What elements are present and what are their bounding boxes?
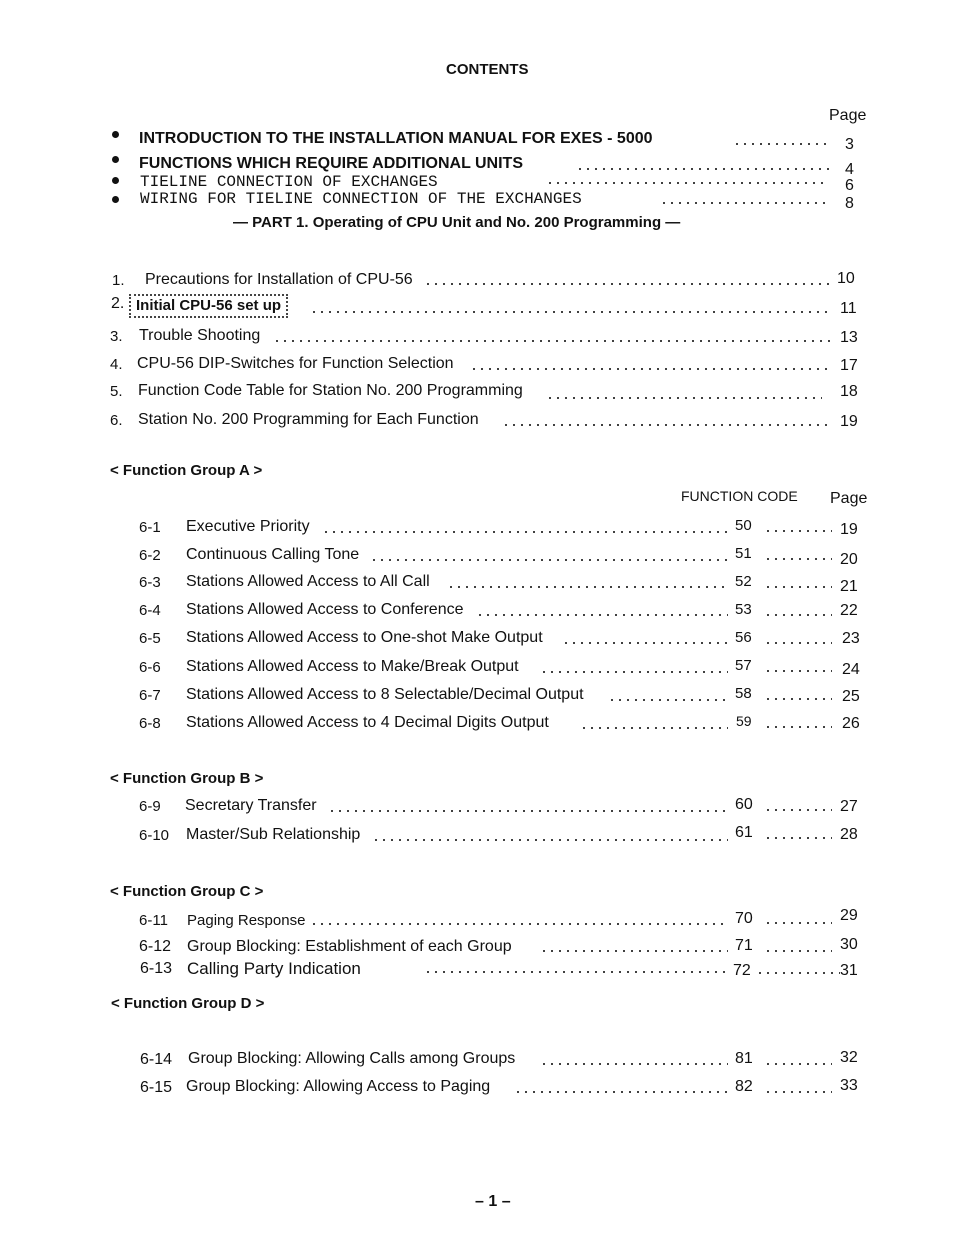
intro-page: 6 [845, 177, 854, 194]
function-number: 6-8 [139, 715, 161, 732]
function-number: 6-11 [139, 912, 168, 929]
function-page: 31 [840, 962, 858, 979]
intro-title: WIRING FOR TIELINE CONNECTION OF THE EXCHANGES [140, 190, 582, 208]
dot-leader [424, 283, 830, 285]
section-page: 11 [840, 300, 857, 317]
dot-leader [764, 1063, 832, 1065]
function-title: Stations Allowed Access to 8 Selectable/Decimal Output [186, 686, 584, 703]
function-number: 6-9 [139, 798, 161, 815]
dot-leader [540, 671, 728, 673]
function-title: Group Blocking: Establishment of each Group [187, 938, 512, 955]
dot-leader [764, 614, 832, 616]
section-page: 19 [840, 413, 858, 430]
section-title-highlighted: Initial CPU-56 set up [129, 294, 288, 318]
dot-leader [576, 168, 829, 170]
function-title: Group Blocking: Allowing Calls among Groups [188, 1050, 516, 1067]
function-title: Secretary Transfer [185, 797, 317, 814]
dot-leader [447, 586, 728, 588]
dot-leader [540, 950, 728, 952]
dot-leader [470, 368, 830, 370]
function-code: 61 [735, 824, 753, 841]
function-code: 82 [735, 1078, 753, 1095]
dot-leader [540, 1063, 728, 1065]
function-title: Master/Sub Relationship [186, 826, 361, 843]
function-code-header: FUNCTION CODE [681, 488, 798, 504]
function-title: Executive Priority [186, 518, 310, 535]
function-code: 53 [735, 601, 752, 618]
function-page: 21 [840, 578, 858, 595]
function-number: 6-4 [139, 602, 161, 619]
dot-leader [322, 531, 728, 533]
section-number: 5. [110, 383, 123, 400]
page-column-header: Page [829, 107, 867, 124]
section-title: Function Code Table for Station No. 200 Programming [138, 382, 523, 399]
dot-leader [580, 727, 728, 729]
function-page: 23 [842, 630, 860, 647]
bullet-icon [112, 131, 119, 138]
page-title: CONTENTS [446, 61, 529, 78]
dot-leader [764, 530, 832, 532]
function-title: Stations Allowed Access to One-shot Make Output [186, 629, 543, 646]
section-page: 18 [840, 383, 858, 400]
dot-leader [273, 340, 830, 342]
intro-title: FUNCTIONS WHICH REQUIRE ADDITIONAL UNITS [139, 155, 523, 172]
function-number: 6-3 [139, 574, 161, 591]
function-number: 6-13 [140, 960, 173, 977]
group-heading-b: < Function Group B > [110, 770, 264, 787]
dot-leader [562, 642, 728, 644]
section-page: 10 [837, 270, 855, 287]
section-page: 17 [840, 357, 858, 374]
function-number: 6-15 [140, 1079, 173, 1096]
dot-leader [514, 1091, 728, 1093]
function-page: 19 [840, 521, 858, 538]
dot-leader [764, 950, 832, 952]
dot-leader [764, 1091, 832, 1093]
function-number: 6-7 [139, 687, 161, 704]
dot-leader [424, 971, 728, 973]
function-title: Stations Allowed Access to 4 Decimal Digits Output [186, 714, 549, 731]
function-page: 22 [840, 602, 858, 619]
dot-leader [370, 559, 728, 561]
function-number: 6-14 [140, 1051, 173, 1068]
function-page: 24 [842, 661, 860, 678]
dot-leader [328, 810, 728, 812]
function-code: 81 [735, 1050, 753, 1067]
section-number: 2. [111, 295, 125, 312]
dot-leader [764, 837, 832, 839]
function-code: 56 [735, 629, 752, 646]
section-number: 6. [110, 412, 123, 429]
bullet-icon [112, 177, 119, 184]
function-title: Group Blocking: Allowing Access to Paging [186, 1078, 491, 1095]
function-title: Continuous Calling Tone [186, 546, 360, 563]
page-number: – 1 – [475, 1193, 511, 1210]
function-code: 60 [735, 796, 753, 813]
function-code: 50 [735, 517, 752, 534]
function-page: 26 [842, 715, 860, 732]
dot-leader [660, 202, 831, 204]
function-title: Paging Response [187, 912, 306, 929]
intro-title: INTRODUCTION TO THE INSTALLATION MANUAL FOR EXES - 5000 [139, 130, 653, 147]
dot-leader [764, 726, 832, 728]
dot-leader [733, 143, 829, 145]
intro-page: 4 [845, 161, 854, 178]
dot-leader [476, 614, 728, 616]
function-page: 32 [840, 1049, 858, 1066]
function-title: Stations Allowed Access to Make/Break Output [186, 658, 519, 675]
function-code: 71 [735, 937, 753, 954]
section-title: CPU-56 DIP-Switches for Function Selection [137, 355, 454, 372]
dot-leader [546, 182, 829, 184]
function-page: 28 [840, 826, 858, 843]
function-number: 6-6 [139, 659, 161, 676]
dot-leader [502, 424, 830, 426]
section-title: Station No. 200 Programming for Each Function [138, 411, 479, 428]
function-number: 6-12 [139, 938, 172, 955]
function-page: 29 [840, 907, 858, 924]
dot-leader [764, 922, 832, 924]
section-page: 13 [840, 329, 858, 346]
part-heading: — PART 1. Operating of CPU Unit and No. 200 Programming — [233, 214, 681, 231]
group-heading-a: < Function Group A > [110, 462, 263, 479]
intro-title: TIELINE CONNECTION OF EXCHANGES [140, 173, 438, 191]
group-heading-d: < Function Group D > [111, 995, 265, 1012]
section-number: 1. [112, 272, 125, 289]
dot-leader [764, 558, 832, 560]
function-title: Stations Allowed Access to Conference [186, 601, 464, 618]
dot-leader [372, 839, 728, 841]
function-code: 72 [733, 962, 751, 979]
function-page: 25 [842, 688, 860, 705]
function-code: 58 [735, 685, 752, 702]
section-number: 3. [110, 328, 123, 345]
section-title: Precautions for Installation of CPU-56 [145, 271, 413, 288]
function-page: 27 [840, 798, 858, 815]
function-number: 6-1 [139, 519, 161, 536]
section-title: Trouble Shooting [139, 327, 261, 344]
intro-page: 3 [845, 136, 854, 153]
group-heading-c: < Function Group C > [110, 883, 264, 900]
function-code: 51 [735, 545, 752, 562]
dot-leader [310, 311, 830, 313]
dot-leader [764, 586, 832, 588]
function-number: 6-5 [139, 630, 161, 647]
function-page: 33 [840, 1077, 858, 1094]
dot-leader [608, 699, 728, 701]
section-number: 4. [110, 356, 123, 373]
function-code: 59 [736, 713, 752, 729]
bullet-icon [112, 196, 119, 203]
dot-leader [764, 642, 832, 644]
intro-page: 8 [845, 195, 854, 212]
page-column-header: Page [830, 490, 868, 507]
function-number: 6-2 [139, 547, 161, 564]
dot-leader [764, 698, 832, 700]
function-page: 30 [840, 936, 858, 953]
function-title: Calling Party Indication [187, 959, 361, 978]
function-code: 70 [735, 910, 753, 927]
bullet-icon [112, 156, 119, 163]
function-page: 20 [840, 551, 858, 568]
function-code: 57 [735, 657, 752, 674]
function-number: 6-10 [139, 827, 170, 844]
dot-leader [546, 397, 822, 399]
function-title: Stations Allowed Access to All Call [186, 573, 430, 590]
function-code: 52 [735, 573, 752, 590]
dot-leader [756, 972, 840, 974]
dot-leader [310, 923, 728, 925]
dot-leader [764, 809, 832, 811]
dot-leader [764, 670, 832, 672]
